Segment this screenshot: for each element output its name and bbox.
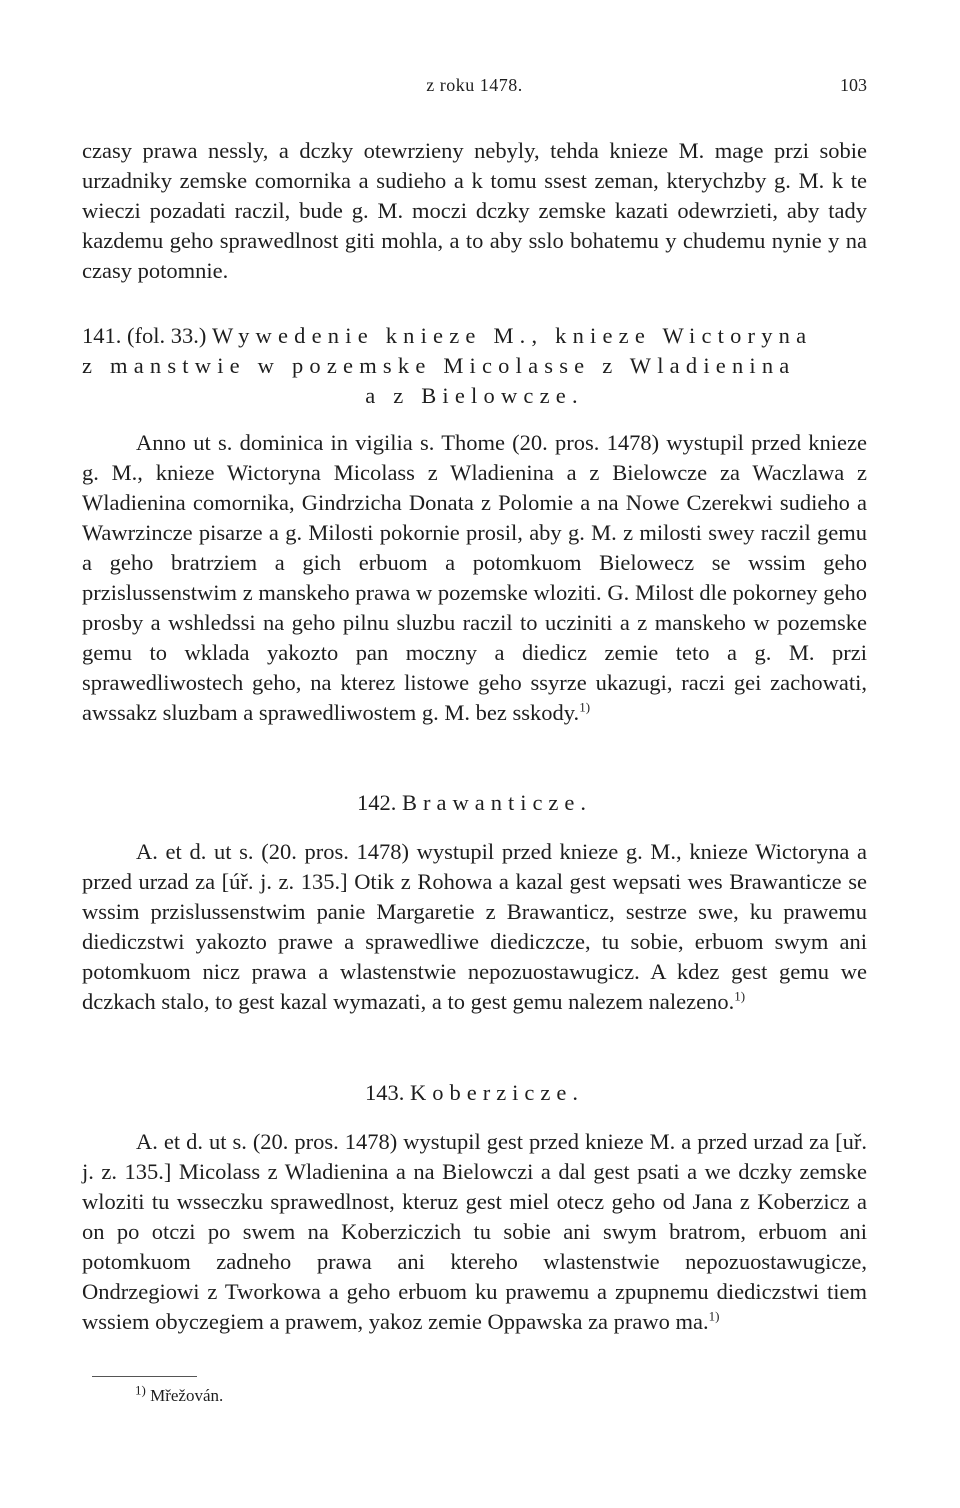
- entry-142-number: 142.: [356, 790, 397, 815]
- entry-143-number: 143.: [364, 1080, 405, 1105]
- footnote-ref: 1): [708, 1308, 720, 1324]
- entry-142-body: A. et d. ut s. (20. pros. 1478) wystupil przed knieze g. M., knieze Wictoryna a przed urzad za [úř. j. z. 135.] Otik z Rohowa a kazal gest wepsati wes Brawanticze se wssim przislussenstwim panie Margaretie z Brawanticz, sestrze swe, ku prawemu diediczstwi yakozto prawe a sprawedliwe diediczcze, tu sobie, erbuom swym ani potomkuom nicz prawa a wlastenstwie nepozuostawugicz. A kdez gest gemu we dczkach stalo, to gest kazal wymazati, a to gest gemu nalezem nalezeno.: [82, 839, 867, 1014]
- entry-141-body: Anno ut s. dominica in vigilia s. Thome (20. pros. 1478) wystupil przed knieze g. M., knieze Wictoryna Micolass z Wladienina a z Bielowcze za Waczlawa z Wladienina comornika, Gindrzicha Donata z Polomie a na Nowe Czerekwi sudieho a Wawrzincze pisarze a g. Milosti pokornie prosil, aby g. M. z milosti swey raczil gemu a geho bratrziem a gich erbuom a potomkuom Bielowecz se wssim geho przislussenstwim z manskeho prawa w pozemske wloziti. G. Milost dle pokorney geho prosby a wshledssi na geho pilnu sluzbu raczil to ucziniti a z manskeho w pozemske gemu to wklada yakozto pan moczny a diedicz zemie teto a g. M. przi sprawedliwostech geho, na kterez listowe geho ssyrze ukazugi, raczi gei zachowati, awssakz sluzbam a sprawedliwostem g. M. bez sskody.: [82, 430, 867, 725]
- entry-143-name: Koberzicze.: [409, 1080, 585, 1105]
- footnote-divider: [92, 1376, 197, 1377]
- footnote-mark: 1): [135, 1382, 146, 1398]
- footnote-text: Mřežován.: [150, 1386, 224, 1405]
- entry-141-heading-line1: [82, 321, 867, 351]
- entry-141-title-line1: Wywedenie knieze M., knieze Wictoryna: [211, 323, 813, 348]
- footnote-ref: 1): [734, 988, 746, 1004]
- entry-142-text: [82, 837, 867, 1017]
- footnote: [135, 1382, 224, 1407]
- continued-paragraph: [82, 136, 867, 286]
- entry-142-heading: [82, 788, 867, 818]
- entry-141-prefix: 141. (fol. 33.): [82, 323, 207, 348]
- entry-142-name: Brawanticze.: [401, 790, 593, 815]
- entry-143-text: [82, 1127, 867, 1337]
- entry-141-heading: [82, 321, 867, 411]
- entry-141-text: [82, 428, 867, 728]
- entry-143-body: A. et d. ut s. (20. pros. 1478) wystupil gest przed knieze M. a przed urzad za [uř. j. z. 135.] Micolass z Wladienina a na Bielowczi a dal gest psati a we dczky zemske wloziti tu wsseczku sprawedlnost, kteruz gest miel otecz geho od Jana z Koberzicz a on po otczi po swem na Koberziczich tu sobie ani swym bratrom, erbuom ani potomkuom zadneho prawa ani ktereho wlastenstwie nepozuostawugicze, Ondrzegiowi z Tworkowa a geho erbuom ku prawemu a zpupnemu diediczstwi tiem wssiem obyczegiem a prawem, yakoz zemie Oppawska za prawo ma.: [82, 1129, 867, 1334]
- running-title: z roku 1478.: [426, 75, 523, 95]
- page-number: 103: [840, 75, 867, 95]
- entry-143-heading: [82, 1078, 867, 1108]
- entry-141-title-line3: a z Bielowcze.: [365, 383, 584, 408]
- running-header: [82, 75, 867, 101]
- paragraph-text: czasy prawa nessly, a dczky otewrzieny nebyly, tehda knieze M. mage przi sobie urzadniky zemske comornika a sudieho a k tomu ssest zeman, kterychzby g. M. k te wieczi pozadati raczil, bude g. M. moczi dczky zemske kazati odewrzieti, aby tady kazdemu geho sprawedlnost giti mohla, a to aby sslo bohatemu y chudemu nynie y na czasy potomnie.: [82, 138, 867, 283]
- entry-141-title-line2: z manstwie w pozemske Micolasse z Wladienina: [82, 353, 796, 378]
- footnote-ref: 1): [579, 699, 591, 715]
